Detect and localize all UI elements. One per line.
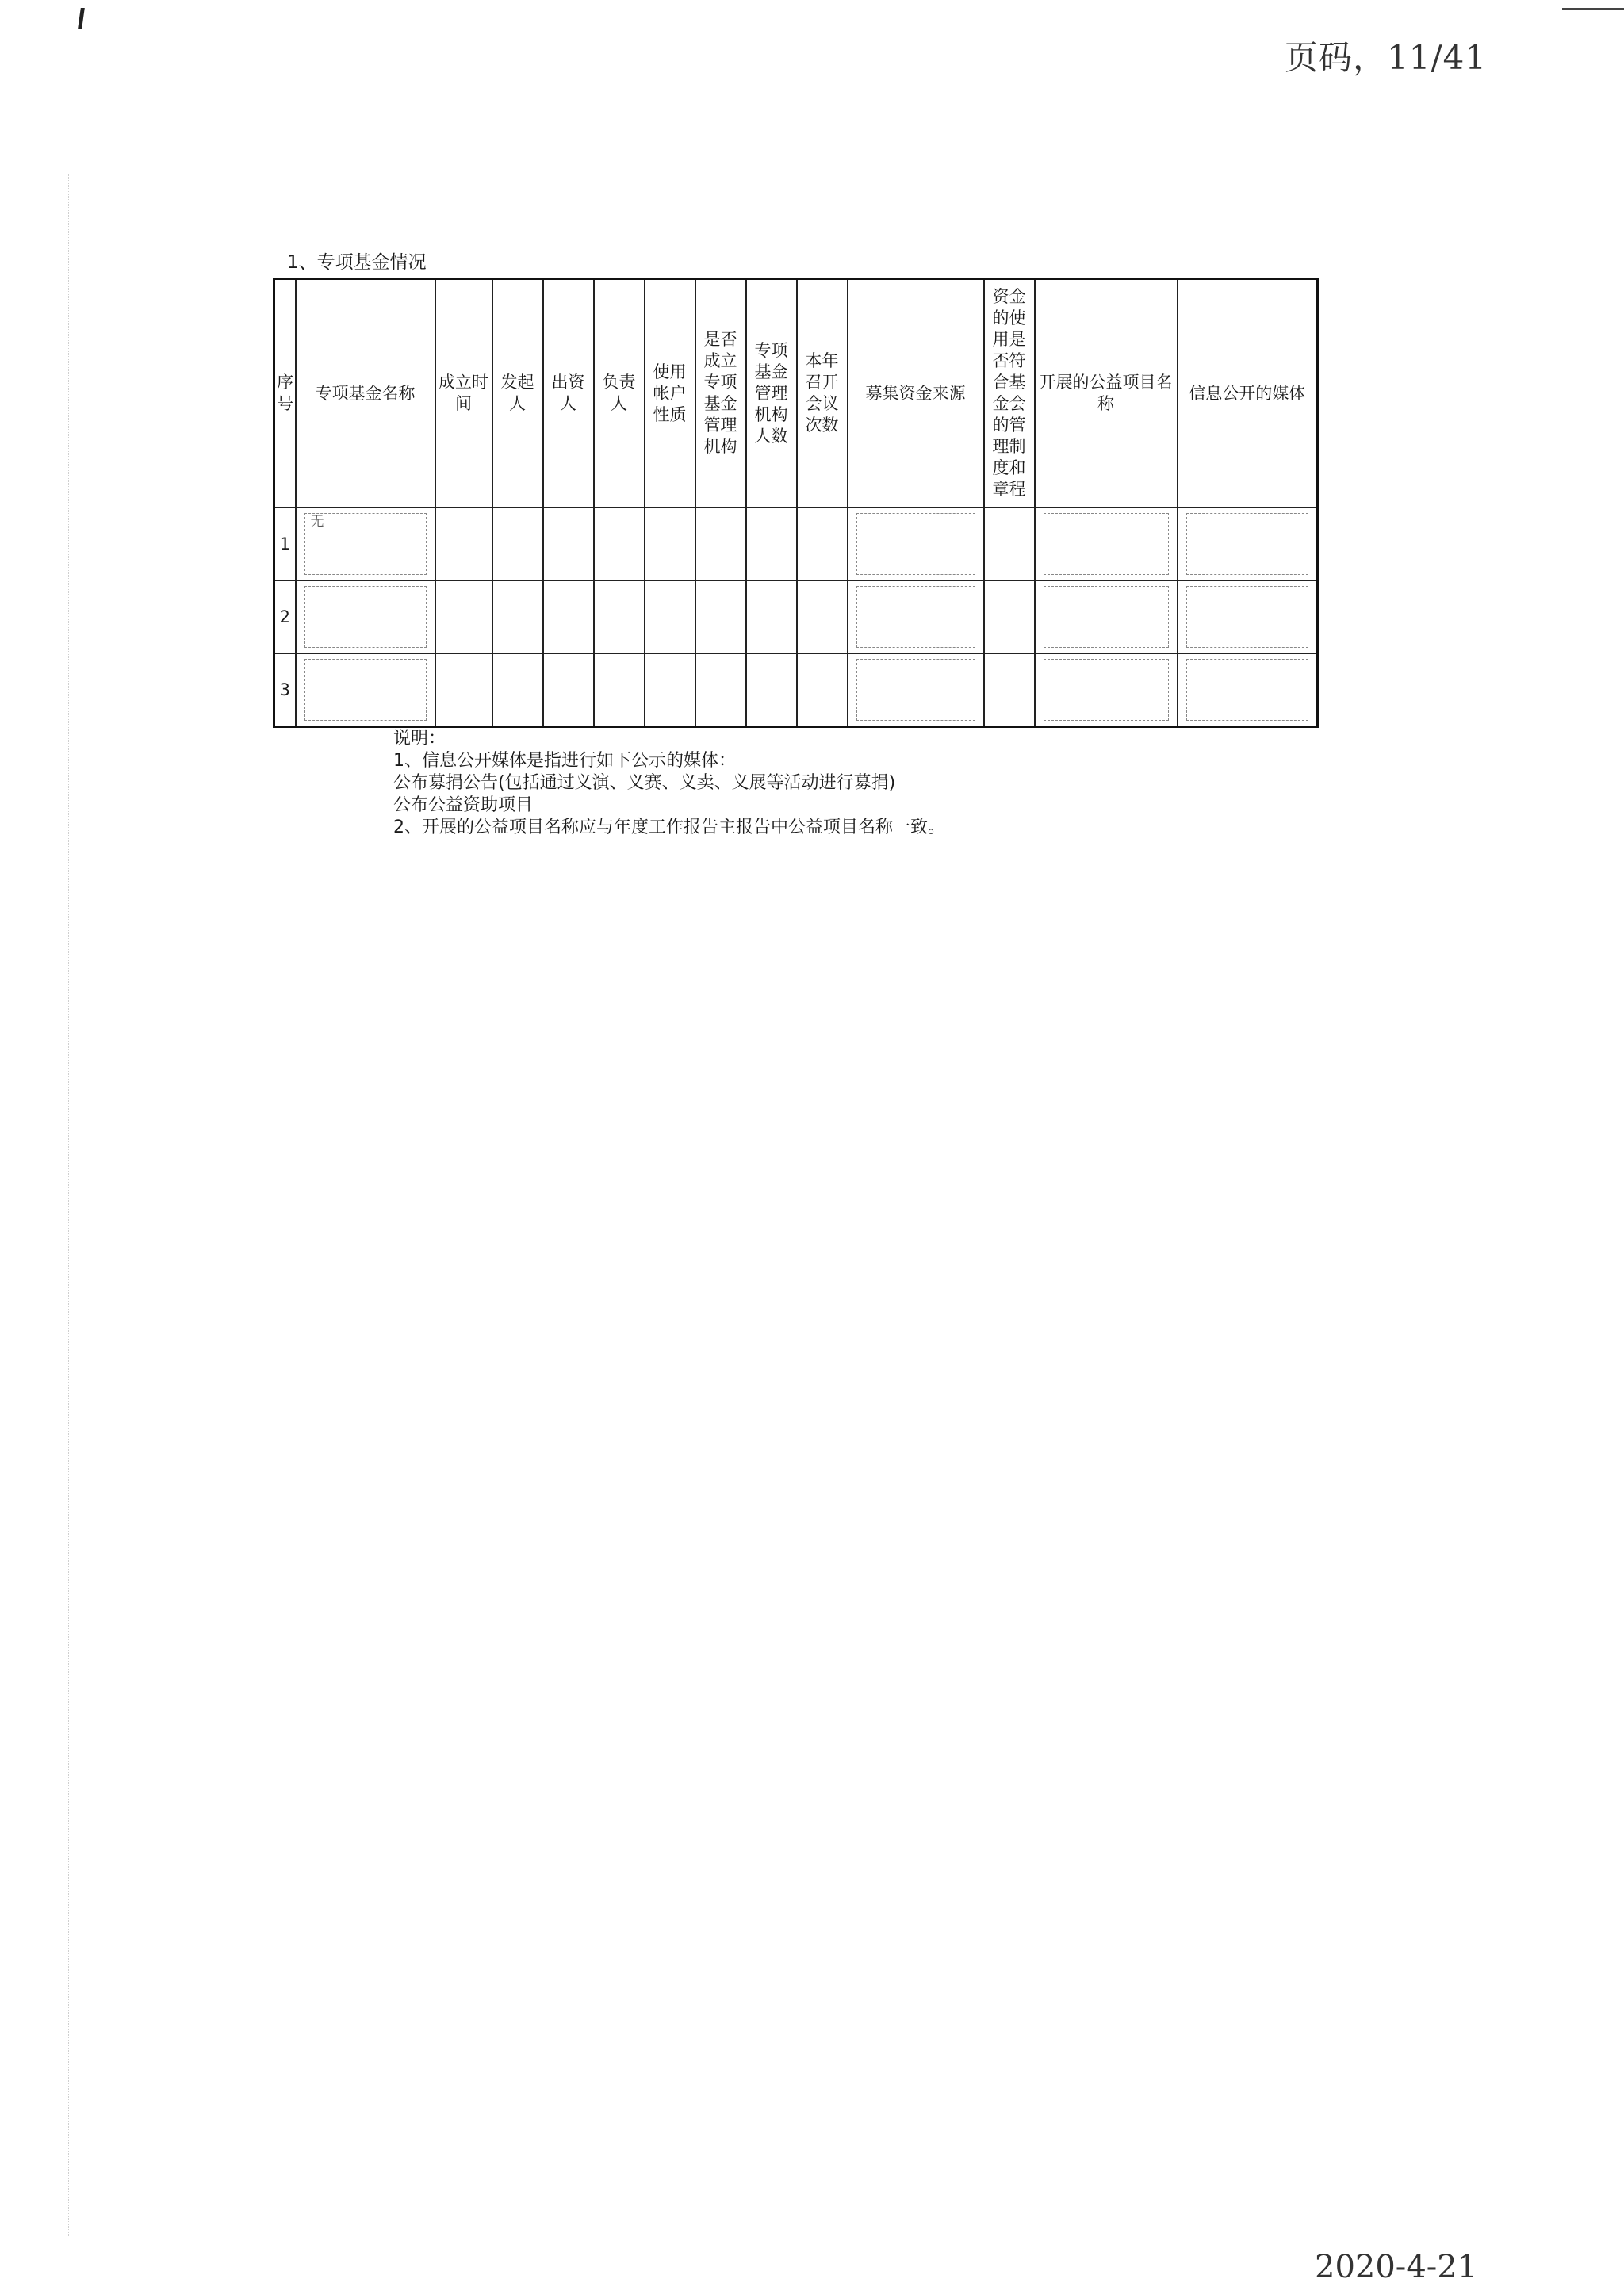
col-header-has-management-body: 是否成立专项基金管理机构 [695,279,746,508]
cell [435,507,492,580]
cell-inner-box [856,586,975,648]
col-header-funder: 出资人 [543,279,594,508]
special-fund-table [273,278,1319,728]
scan-top-rule [1562,8,1624,10]
notes-line: 2、开展的公益项目名称应与年度工作报告主报告中公益项目名称一致。 [393,818,945,837]
notes-title: 说明： [393,729,446,749]
cell-inner-box [856,659,975,721]
col-header-management-headcount: 专项基金管理机构人数 [746,279,797,508]
cell-inner-box [1044,586,1169,648]
cell [695,653,746,727]
col-header-disclosure-media: 信息公开的媒体 [1178,279,1318,508]
cell-inner-box [304,586,427,648]
row-seq: 2 [274,580,296,653]
cell [797,580,848,653]
cell-disclosure-media [1178,580,1318,653]
cell-disclosure-media [1178,507,1318,580]
cell [645,653,695,727]
cell [695,580,746,653]
col-header-initiator: 发起人 [492,279,543,508]
handwritten-note: 无 [310,514,324,530]
cell [984,507,1035,580]
cell-projects [1035,653,1178,727]
cell [984,580,1035,653]
cell [746,580,797,653]
cell [594,653,645,727]
cell-inner-box [304,659,427,721]
cell-fund-name [296,653,435,727]
cell [797,507,848,580]
cell-inner-box [1186,659,1309,721]
notes-block [393,728,945,839]
cell [543,580,594,653]
table-header-row [274,279,1318,508]
cell-funding-source [848,507,984,580]
row-seq: 3 [274,653,296,727]
cell [492,507,543,580]
page-number: 页码，11/41 [1285,38,1488,77]
col-header-compliance: 资金的使用是否符合基金会的管理制度和章程 [984,279,1035,508]
cell-projects [1035,580,1178,653]
cell-funding-source [848,653,984,727]
col-header-funding-source: 募集资金来源 [848,279,984,508]
cell-inner-box [856,513,975,575]
notes-line: 公布公益资助项目 [393,795,534,815]
col-header-fund-name: 专项基金名称 [296,279,435,508]
cell [492,580,543,653]
cell-funding-source [848,580,984,653]
cell-fund-name [296,580,435,653]
cell [435,653,492,727]
cell [645,507,695,580]
cell [543,653,594,727]
cell-inner-box [1186,586,1309,648]
col-header-projects: 开展的公益项目名称 [1035,279,1178,508]
cell-inner-box [1044,659,1169,721]
cell-projects [1035,507,1178,580]
notes-line: 公布募捐公告(包括通过义演、义赛、义卖、义展等活动进行募捐) [393,773,896,793]
cell [543,507,594,580]
cell-disclosure-media [1178,653,1318,727]
table-row [274,507,1318,580]
cell-fund-name [296,507,435,580]
cell [594,507,645,580]
cell [746,653,797,727]
cell [984,653,1035,727]
cell [594,580,645,653]
cell-inner-box [1186,513,1309,575]
table-row [274,580,1318,653]
cell [695,507,746,580]
cell [645,580,695,653]
cell-inner-box [1044,513,1169,575]
cell [435,580,492,653]
cell [746,507,797,580]
row-seq: 1 [274,507,296,580]
col-header-account-type: 使用帐户性质 [645,279,695,508]
col-header-person-in-charge: 负责人 [594,279,645,508]
cell [492,653,543,727]
cell [797,653,848,727]
table-row [274,653,1318,727]
section-title: 1、专项基金情况 [287,252,427,273]
scan-margin-dots [68,174,70,2236]
col-header-established: 成立时间 [435,279,492,508]
page-date: 2020-4-21 [1315,2249,1478,2285]
scan-corner-mark [78,8,85,29]
notes-line: 1、信息公开媒体是指进行如下公示的媒体： [393,751,736,771]
col-header-seq: 序号 [274,279,296,508]
col-header-meetings-this-year: 本年召开会议次数 [797,279,848,508]
